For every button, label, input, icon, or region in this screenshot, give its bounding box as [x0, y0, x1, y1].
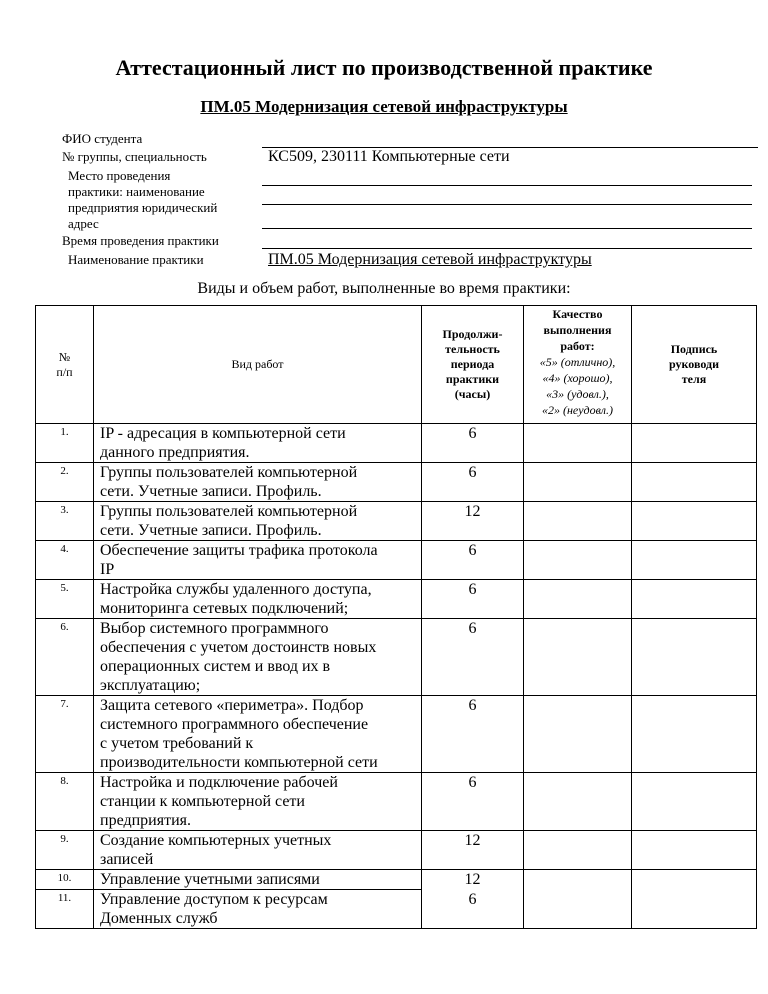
col-duration-line: практики	[445, 372, 500, 386]
row-signature-cell	[632, 696, 757, 773]
table-row	[36, 463, 757, 502]
row-work	[94, 619, 422, 696]
group-value: КС509, 230111 Компьютерные сети	[268, 148, 510, 165]
row-hours: 6	[422, 463, 524, 502]
row-number: 9.	[36, 831, 94, 870]
row-work-line: Группы пользователей компьютерной	[100, 464, 358, 481]
row-work	[94, 502, 422, 541]
row-work-line: Обеспечение защиты трафика протокола	[100, 542, 378, 559]
col-quality-line: «4» (хорошо),	[542, 371, 613, 385]
col-signature-header	[632, 306, 757, 424]
row-work-line: эксплуатацию;	[100, 677, 201, 694]
row-work-line: производительности компьютерной сети	[100, 754, 378, 771]
table-row	[36, 831, 757, 870]
row-signature-cell	[632, 463, 757, 502]
row-work-line: Доменных служб	[100, 910, 218, 927]
row-signature-cell	[632, 424, 757, 463]
row-work-line: Группы пользователей компьютерной	[100, 503, 358, 520]
row-work-line: данного предприятия.	[100, 444, 250, 461]
col-duration-line: (часы)	[454, 387, 491, 401]
row-number: 4.	[36, 541, 94, 580]
row-number: 5.	[36, 580, 94, 619]
row-work	[94, 580, 422, 619]
place-line-2	[262, 204, 752, 205]
col-signature-line: теля	[681, 372, 707, 386]
col-quality-line: «5» (отлично),	[539, 355, 616, 369]
col-quality-line: «3» (удовл.),	[546, 387, 609, 401]
row-quality-cell	[524, 696, 632, 773]
row-signature-cell	[632, 831, 757, 870]
row-work-line: записей	[100, 851, 154, 868]
row-work-line: IP	[100, 561, 115, 578]
row-work-line: с учетом требований к	[100, 735, 254, 752]
row-number: 6.	[36, 619, 94, 696]
col-duration-line: периода	[450, 357, 495, 371]
page-title: Аттестационный лист по производственной практике	[115, 55, 653, 80]
row-work-line: Настройка службы удаленного доступа,	[100, 581, 372, 598]
row-work-line: мониторинга сетевых подключений;	[100, 600, 349, 617]
row-signature-cell	[632, 502, 757, 541]
place-line-3	[262, 228, 752, 229]
col-num-header	[36, 306, 94, 424]
name-label: Наименование практики	[68, 252, 204, 267]
row-work	[94, 773, 422, 831]
row-work-line: предприятия.	[100, 812, 191, 829]
place-label-1: Место проведения	[68, 168, 171, 183]
row-number: 10.	[36, 870, 94, 890]
row-work-line: Управление доступом к ресурсам	[100, 891, 328, 908]
row-signature-cell	[632, 580, 757, 619]
row-work	[94, 463, 422, 502]
row-signature-cell	[632, 890, 757, 929]
col-num-line: п/п	[56, 364, 73, 379]
col-quality-line: Качество	[552, 307, 603, 321]
col-signature-line: руководи	[668, 357, 719, 371]
row-number: 11.	[36, 890, 94, 929]
col-num-line: №	[58, 349, 71, 364]
row-quality-cell	[524, 619, 632, 696]
row-work-line: системного программного обеспечение	[100, 716, 369, 733]
row-hours: 6	[422, 890, 524, 929]
row-work-line: обеспечения с учетом достоинств новых	[100, 639, 377, 656]
row-quality-cell	[524, 831, 632, 870]
row-hours: 6	[422, 580, 524, 619]
row-work	[94, 831, 422, 870]
time-label: Время проведения практики	[62, 233, 219, 248]
row-signature-cell	[632, 619, 757, 696]
table-row	[36, 890, 757, 929]
works-table	[35, 305, 757, 929]
table-row	[36, 580, 757, 619]
row-work-line: Выбор системного программного	[100, 620, 329, 637]
row-hours: 6	[422, 541, 524, 580]
row-work-line: операционных систем и ввод их в	[100, 658, 331, 675]
row-hours: 12	[422, 870, 524, 890]
row-signature-cell	[632, 870, 757, 890]
row-work-line: IP - адресация в компьютерной сети	[100, 425, 346, 442]
row-number: 8.	[36, 773, 94, 831]
table-row	[36, 424, 757, 463]
row-work	[94, 696, 422, 773]
col-work-header: Вид работ	[94, 306, 422, 424]
row-quality-cell	[524, 424, 632, 463]
row-quality-cell	[524, 580, 632, 619]
row-work	[94, 870, 422, 890]
table-row	[36, 502, 757, 541]
group-label: № группы, специальность	[62, 149, 207, 164]
col-duration-line: Продолжи-	[442, 327, 503, 341]
row-work	[94, 424, 422, 463]
name-value: ПМ.05 Модернизация сетевой инфраструктуры	[268, 251, 592, 268]
table-intro: Виды и объем работ, выполненные во время практики:	[197, 280, 571, 297]
col-duration-line: тельность	[445, 342, 500, 356]
row-number: 7.	[36, 696, 94, 773]
row-hours: 6	[422, 424, 524, 463]
row-number: 1.	[36, 424, 94, 463]
table-row	[36, 619, 757, 696]
table-row	[36, 870, 757, 890]
col-quality-line: работ:	[560, 339, 595, 353]
row-hours: 6	[422, 773, 524, 831]
row-signature-cell	[632, 773, 757, 831]
table-row	[36, 696, 757, 773]
page-subtitle: ПМ.05 Модернизация сетевой инфраструктуры	[200, 97, 568, 116]
place-label-3: предприятия юридический	[68, 200, 218, 215]
place-line-1	[262, 185, 752, 186]
row-quality-cell	[524, 541, 632, 580]
row-hours: 12	[422, 831, 524, 870]
row-quality-cell	[524, 890, 632, 929]
row-work	[94, 541, 422, 580]
row-work	[94, 890, 422, 929]
col-quality-line: «2» (неудовл.)	[541, 403, 614, 417]
row-hours: 6	[422, 619, 524, 696]
place-label-4: адрес	[68, 216, 99, 231]
row-number: 2.	[36, 463, 94, 502]
time-line	[262, 248, 752, 249]
row-hours: 6	[422, 696, 524, 773]
fio-label: ФИО студента	[62, 131, 143, 146]
table-row	[36, 773, 757, 831]
row-work-line: Настройка и подключение рабочей	[100, 774, 338, 791]
place-label-2: практики: наименование	[68, 184, 205, 199]
row-work-line: Защита сетевого «периметра». Подбор	[100, 697, 364, 714]
row-quality-cell	[524, 502, 632, 541]
row-work-line: Управление учетными записями	[100, 871, 320, 888]
row-signature-cell	[632, 541, 757, 580]
row-quality-cell	[524, 773, 632, 831]
row-work-line: станции к компьютерной сети	[100, 793, 305, 810]
col-duration-header	[422, 306, 524, 424]
row-work-line: сети. Учетные записи. Профиль.	[100, 522, 322, 539]
col-quality-line: выполнения	[543, 323, 612, 337]
col-signature-line: Подпись	[670, 342, 718, 356]
row-quality-cell	[524, 870, 632, 890]
row-hours: 12	[422, 502, 524, 541]
table-row	[36, 541, 757, 580]
row-number: 3.	[36, 502, 94, 541]
col-quality-header	[524, 306, 632, 424]
row-quality-cell	[524, 463, 632, 502]
row-work-line: Создание компьютерных учетных	[100, 832, 332, 849]
row-work-line: сети. Учетные записи. Профиль.	[100, 483, 322, 500]
